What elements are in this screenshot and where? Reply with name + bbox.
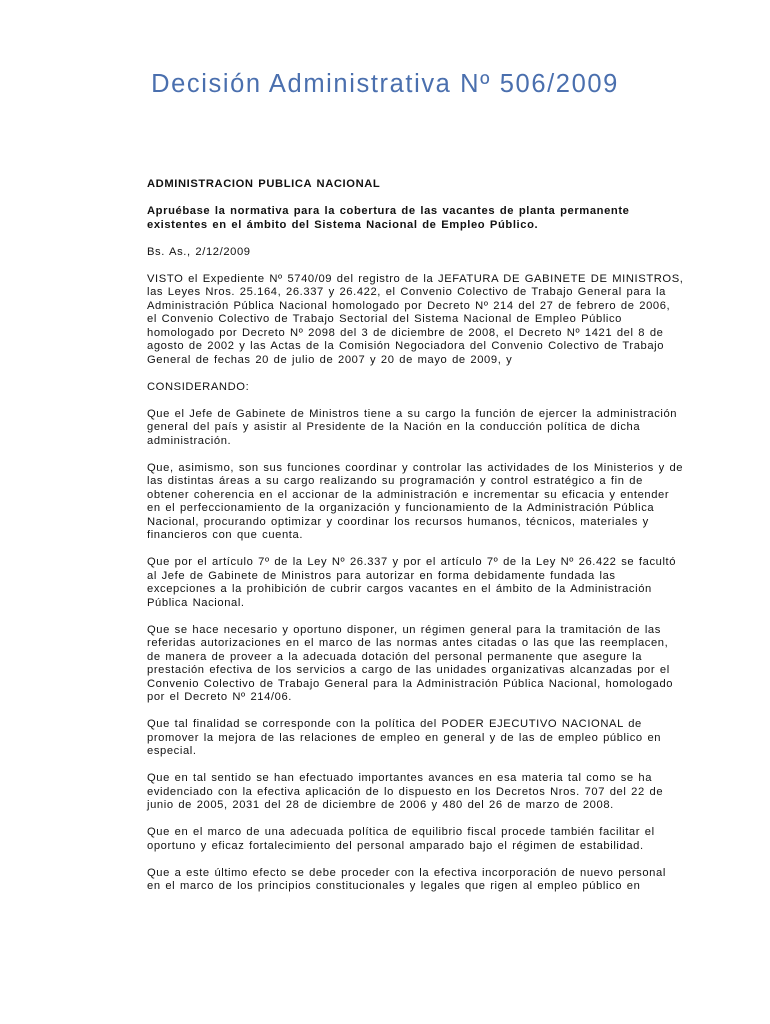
- paragraph-line: junio de 2005, 2031 del 28 de diciembre de 2006 y 480 del 26 de marzo de 2008.: [147, 799, 614, 811]
- paragraph-line: Que en el marco de una adecuada política de equilibrio fiscal procede también facilitar el: [147, 826, 655, 838]
- paragraph-line: las Leyes Nros. 25.164, 26.337 y 26.422, el Convenio Colectivo de Trabajo General para la: [147, 286, 666, 298]
- paragraph-line: Nacional, procurando optimizar y coordinar los recursos humanos, técnicos, materiales y: [147, 515, 649, 528]
- paragraph-line: oportuno y eficaz fortalecimiento del personal amparado bajo el régimen de estabilidad.: [147, 839, 644, 852]
- paragraph-line: Que el Jefe de Gabinete de Ministros tiene a su cargo la función de ejercer la administración: [147, 407, 678, 420]
- paragraph: [147, 381, 703, 395]
- paragraph-line: general del país y asistir al Presidente de la Nación en la conducción política de dicha: [147, 421, 641, 433]
- paragraph-line: el Convenio Colectivo de Trabajo Sectorial del Sistema Nacional de Empleo Público: [147, 313, 623, 325]
- paragraph-line: al Jefe de Gabinete de Ministros para autorizar en forma debidamente fundada las: [147, 569, 616, 582]
- paragraph-line: prestación efectiva de los servicios a cargo de las unidades organizativas alcanzadas por el: [147, 664, 670, 676]
- paragraph: [147, 826, 703, 853]
- paragraph: [147, 867, 703, 894]
- paragraphs: [147, 273, 703, 894]
- paragraph-line: especial.: [147, 745, 197, 757]
- paragraph-line: en el perfeccionamiento de la organización y funcionamiento de la Administración Pública: [147, 502, 655, 514]
- paragraph-line: financieros con que cuenta.: [147, 529, 304, 541]
- paragraph: [147, 273, 703, 368]
- paragraph-line: Convenio Colectivo de Trabajo General para la Administración Pública Nacional, homologado: [147, 677, 674, 690]
- paragraph-line: obtener coherencia en el accionar de la administración e incrementar su eficacia y entender: [147, 488, 670, 501]
- paragraph-line: promover la mejora de las relaciones de empleo en general y de las de empleo público en: [147, 731, 662, 744]
- document-body: [147, 178, 703, 907]
- paragraph-line: Que, asimismo, son sus funciones coordinar y controlar las actividades de los Ministerios y de: [147, 461, 684, 474]
- paragraph-line: Pública Nacional.: [147, 596, 245, 609]
- paragraph-line: las distintas áreas a su cargo realizando su programación y control estratégico a fin de: [147, 475, 643, 487]
- paragraph: [147, 718, 703, 759]
- date-line: Bs. As., 2/12/2009: [147, 245, 251, 258]
- paragraph-line: Que se hace necesario y oportuno disponer, un régimen general para la tramitación de las: [147, 623, 661, 636]
- paragraph-line: Que en tal sentido se han efectuado importantes avances en esa materia tal como se ha: [147, 772, 653, 784]
- paragraph-line: de manera de proveer a la adecuada dotación del personal permanente que asegure la: [147, 650, 643, 663]
- paragraph-line: VISTO el Expediente Nº 5740/09 del registro de la JEFATURA DE GABINETE DE MINISTROS,: [147, 272, 684, 285]
- summary-line: existentes en el ámbito del Sistema Nacional de Empleo Público.: [147, 218, 539, 231]
- paragraph-line: CONSIDERANDO:: [147, 380, 250, 393]
- paragraph-line: General de fechas 20 de julio de 2007 y 20 de mayo de 2009, y: [147, 353, 513, 366]
- paragraph-line: Administración Pública Nacional homologado por Decreto Nº 214 del 27 de febrero de 2006,: [147, 299, 671, 312]
- document-title: Decisión Administrativa Nº 506/2009: [151, 70, 619, 98]
- paragraph-line: evidenciado con la efectiva aplicación de lo dispuesto en los Decretos Nros. 707 del 22 de: [147, 785, 664, 798]
- summary: [147, 205, 703, 232]
- paragraph-line: Que a este último efecto se debe proceder con la efectiva incorporación de nuevo personal: [147, 866, 666, 879]
- organization-heading: ADMINISTRACION PUBLICA NACIONAL: [147, 178, 381, 190]
- paragraph-line: por el Decreto Nº 214/06.: [147, 691, 292, 703]
- paragraph-line: Que tal finalidad se corresponde con la política del PODER EJECUTIVO NACIONAL de: [147, 718, 642, 730]
- paragraph: [147, 408, 703, 449]
- paragraph-line: administración.: [147, 434, 232, 447]
- summary-line: Apruébase la normativa para la cobertura de las vacantes de planta permanente: [147, 205, 630, 217]
- paragraph: [147, 624, 703, 705]
- paragraph: [147, 462, 703, 543]
- paragraph: [147, 556, 703, 610]
- paragraph-line: homologado por Decreto Nº 2098 del 3 de diciembre de 2008, el Decreto Nº 1421 del 8 de: [147, 326, 664, 339]
- paragraph: [147, 772, 703, 813]
- paragraph-line: excepciones a la prohibición de cubrir cargos vacantes en el ámbito de la Administración: [147, 583, 652, 595]
- paragraph-line: referidas autorizaciones en el marco de las normas antes citadas o las que las reemplacen,: [147, 637, 669, 649]
- paragraph-line: Que por el artículo 7º de la Ley Nº 26.337 y por el artículo 7º de la Ley Nº 26.422 se facultó: [147, 556, 677, 568]
- paragraph-line: agosto de 2002 y las Actas de la Comisión Negociadora del Convenio Colectivo de Trabajo: [147, 340, 665, 352]
- paragraph-line: en el marco de los principios constitucionales y legales que rigen al empleo público en: [147, 880, 641, 892]
